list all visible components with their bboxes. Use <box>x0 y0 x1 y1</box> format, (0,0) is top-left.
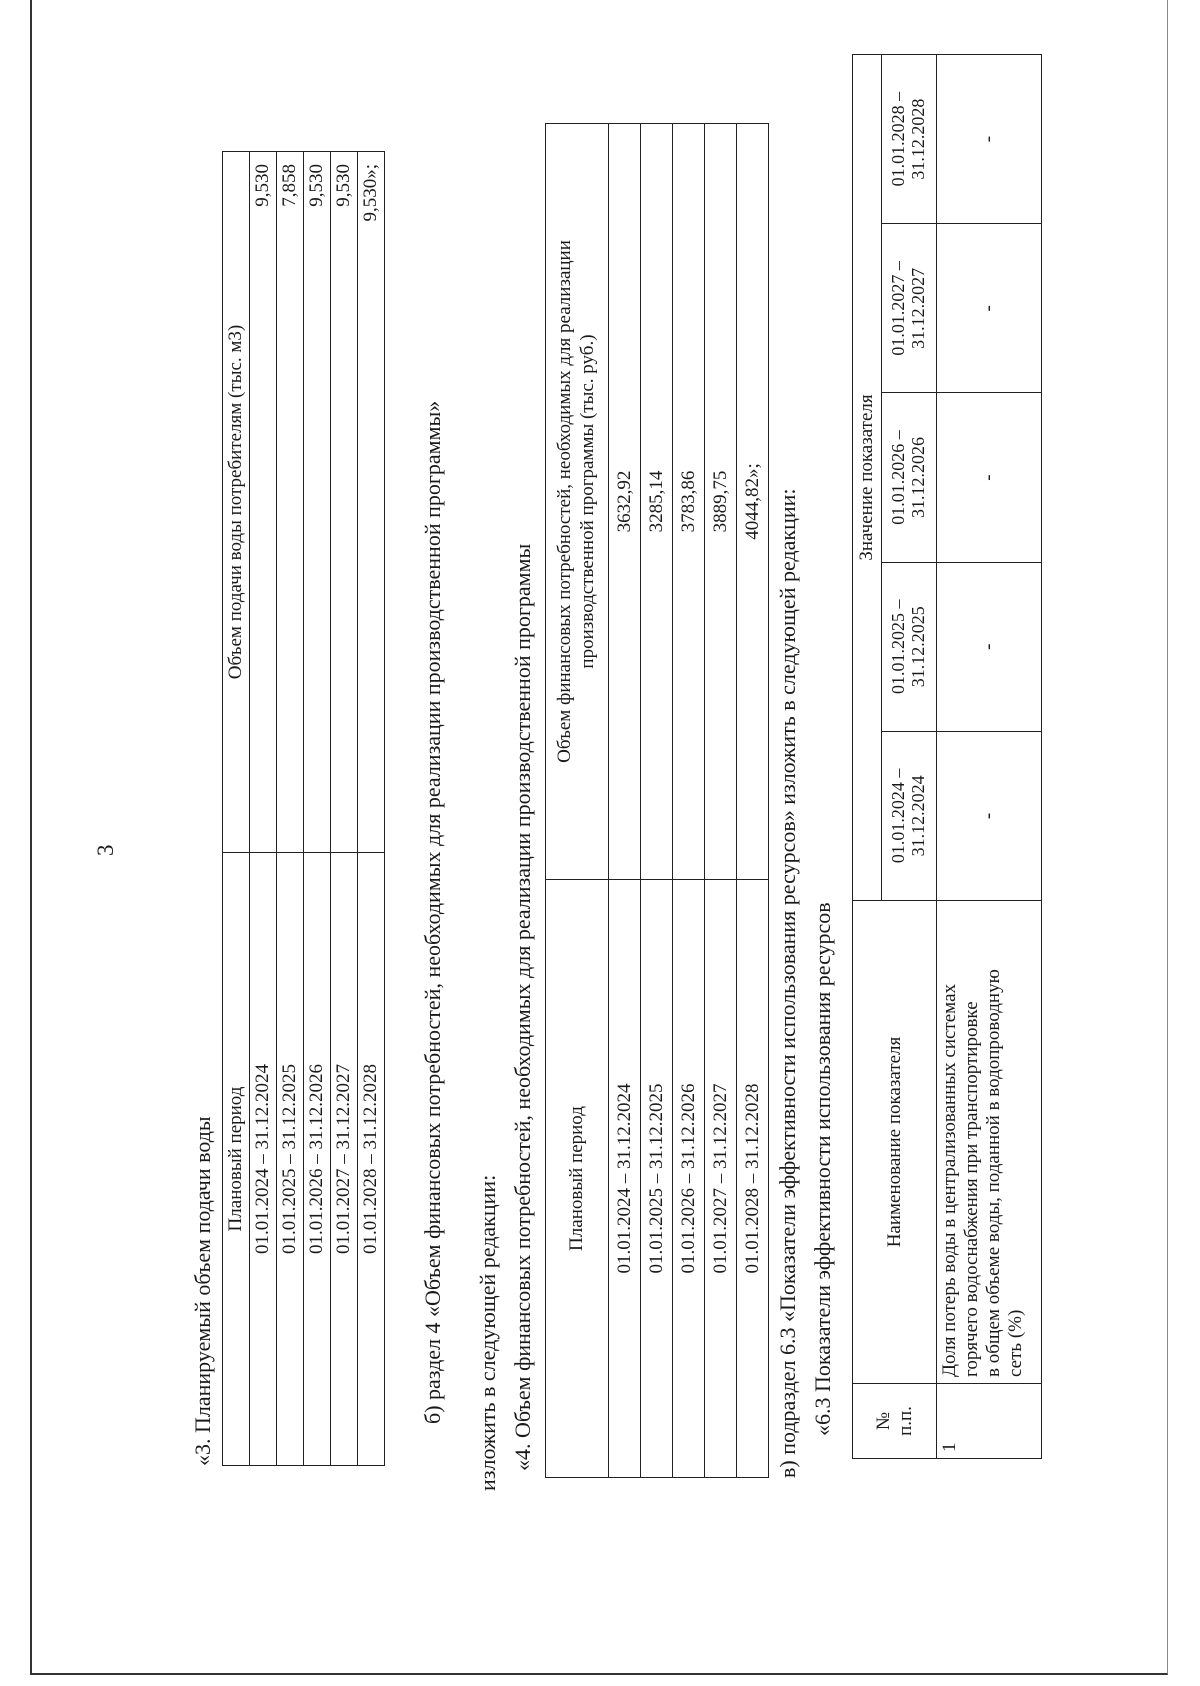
row-number: 1 <box>937 1384 1042 1459</box>
financial-needs-table <box>545 123 769 1478</box>
value-cell: 9,530 <box>250 152 277 853</box>
resource-efficiency-table <box>852 54 1042 1459</box>
section63-heading: «6.3 Показатели эффективности использования ресурсов <box>810 902 835 1436</box>
value-cell: - <box>937 55 1042 224</box>
period-start: 01.01.2024 – <box>888 768 909 864</box>
value-cell: - <box>937 562 1042 731</box>
period-end: 31.12.2025 <box>908 606 928 688</box>
indicator-name <box>937 901 1042 1384</box>
period-end: 31.12.2026 <box>908 437 928 519</box>
period-start: 01.01.2026 – <box>888 430 909 525</box>
value-cell: 4044,82»; <box>737 124 769 880</box>
table-header-row <box>853 55 882 1459</box>
section3-heading: «3. Планируемый объем подачи воды <box>190 1116 215 1466</box>
indicator-name-line: сеть (%) <box>1004 1309 1026 1377</box>
period-cell: 01.01.2024 – 31.12.2024 <box>250 853 277 1466</box>
value-cell: 3632,92 <box>609 124 641 880</box>
table-row <box>705 124 737 1478</box>
period-header <box>882 55 937 224</box>
period-header <box>882 224 937 393</box>
value-cell: - <box>937 393 1042 562</box>
period-cell: 01.01.2024 – 31.12.2024 <box>609 880 641 1478</box>
value-cell: 9,530»; <box>358 152 385 853</box>
col-value-header: Значение показателя <box>853 55 882 901</box>
table-row <box>641 124 673 1478</box>
value-cell: - <box>937 731 1042 900</box>
table-row <box>737 124 769 1478</box>
period-header <box>882 393 937 562</box>
period-cell: 01.01.2027 – 31.12.2027 <box>705 880 737 1478</box>
indicator-name-line: горячего водоснабжения при транспортировке <box>960 1001 982 1377</box>
table-row <box>358 152 385 1466</box>
period-end: 31.12.2024 <box>908 775 928 857</box>
col-volume-header-line1: Объем финансовых потребностей, необходимых для реализации <box>554 240 576 763</box>
page-number: 3 <box>93 844 118 856</box>
col-period-header: Плановый период <box>546 880 609 1478</box>
period-cell: 01.01.2028 – 31.12.2028 <box>358 853 385 1466</box>
value-cell: 3783,86 <box>673 124 705 880</box>
col-volume-header-line2: производственной программы (тыс. руб.) <box>577 334 598 669</box>
table-row <box>937 55 1042 1459</box>
para-b-line2: изложить в следующей редакции: <box>475 1174 500 1491</box>
table-row <box>331 152 358 1466</box>
period-header <box>882 562 937 731</box>
indicator-name-line: в общем объеме воды, поданной в водопроводную <box>982 969 1004 1377</box>
value-cell: 9,530 <box>331 152 358 853</box>
period-end: 31.12.2028 <box>908 98 928 180</box>
table-row <box>250 152 277 1466</box>
col-volume-header: Объем подачи воды потребителям (тыс. м3) <box>223 152 250 853</box>
indicator-name-line: Доля потерь воды в централизованных системах <box>939 984 960 1377</box>
para-b-line1: б) раздел 4 «Объем финансовых потребностей, необходимых для реализации производственной программы» <box>420 400 445 1424</box>
col-no-line1: № <box>872 1411 894 1431</box>
table-row <box>304 152 331 1466</box>
value-cell: - <box>937 224 1042 393</box>
period-cell: 01.01.2025 – 31.12.2025 <box>641 880 673 1478</box>
value-cell: 3285,14 <box>641 124 673 880</box>
period-cell: 01.01.2028 – 31.12.2028 <box>737 880 769 1478</box>
value-cell: 3889,75 <box>705 124 737 880</box>
period-cell: 01.01.2025 – 31.12.2025 <box>277 853 304 1466</box>
water-volume-table <box>222 151 385 1466</box>
period-cell: 01.01.2026 – 31.12.2026 <box>673 880 705 1478</box>
col-name-header: Наименование показателя <box>853 901 937 1384</box>
value-cell: 9,530 <box>304 152 331 853</box>
col-period-header: Плановый период <box>223 853 250 1466</box>
table-row <box>673 124 705 1478</box>
period-start: 01.01.2025 – <box>888 599 909 694</box>
table-header-row <box>223 152 250 1466</box>
period-end: 31.12.2027 <box>908 267 928 349</box>
col-no-line2: п.п. <box>894 1406 916 1436</box>
period-start: 01.01.2028 – <box>888 91 909 187</box>
table-row <box>277 152 304 1466</box>
col-volume-header <box>546 124 609 880</box>
col-no-header <box>853 1384 937 1459</box>
period-cell: 01.01.2026 – 31.12.2026 <box>304 853 331 1466</box>
section4-heading: «4. Объем финансовых потребностей, необходимых для реализации производственной программы <box>510 543 535 1471</box>
period-header <box>882 731 937 900</box>
period-cell: 01.01.2027 – 31.12.2027 <box>331 853 358 1466</box>
value-cell: 7,858 <box>277 152 304 853</box>
table-header-row <box>546 124 609 1478</box>
para-v-line1: в) подраздел 6.3 «Показатели эффективности использования ресурсов» изложить в следующей редакции: <box>775 488 800 1478</box>
period-start: 01.01.2027 – <box>888 261 909 356</box>
table-row <box>609 124 641 1478</box>
